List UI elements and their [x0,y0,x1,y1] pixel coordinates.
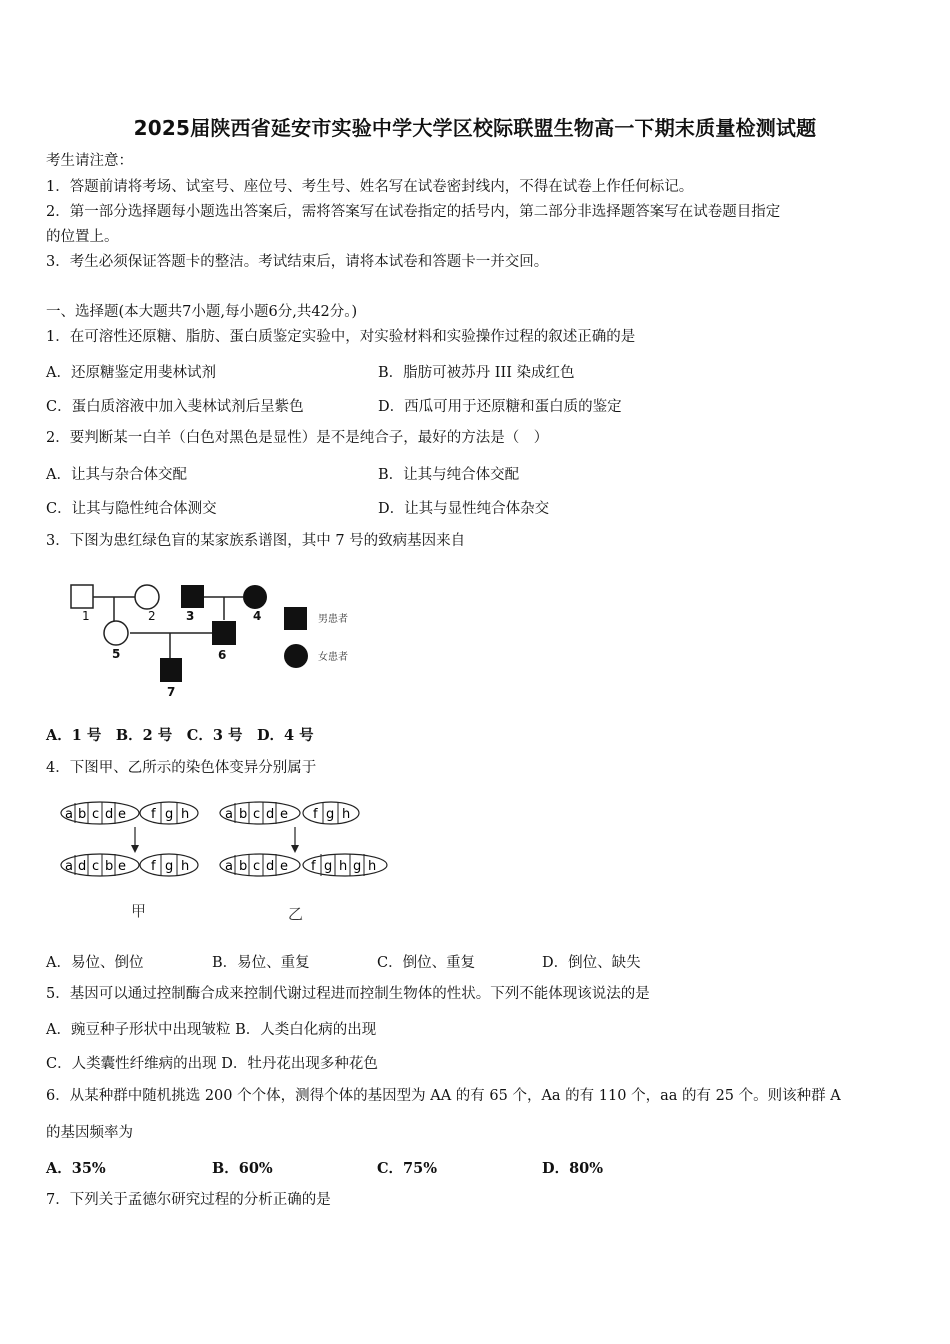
q6-option-d: D．80% [542,1160,604,1177]
q5-options-line-1: A．豌豆种子形状中出现皱粒 B．人类白化病的出现 [46,1022,377,1038]
gene-letter: c [253,807,261,822]
individual-7-male-affected [160,658,182,682]
gene-letter: g [353,859,362,874]
q2-option-d: D．让其与显性纯合体杂交 [378,501,550,517]
q2-option-a: A．让其与杂合体交配 [46,467,187,483]
q3-stem: 3．下图为患红绿色盲的某家族系谱图，其中 7 号的致病基因来自 [46,533,466,549]
q4-option-d: D．倒位、缺失 [542,955,641,971]
gene-letter: c [92,807,100,822]
q3-options: A．1 号 B．2 号 C．3 号 D．4 号 [46,727,314,744]
q6-stem-line-1: 6．从某种群中随机挑选 200 个个体，测得个体的基因型为 AA 的有 65 个，Aa 的有 110 个，aa 的有 25 个。则该种群 A [46,1088,841,1104]
q6-option-b: B．60% [212,1160,273,1177]
section-heading: 一、选择题(本大题共7小题,每小题6分,共42分。) [46,304,358,320]
gene-letter: d [105,807,114,822]
q2-option-c: C．让其与隐性纯合体测交 [46,501,217,517]
individual-4-female-affected [243,585,267,609]
gene-letter: d [266,807,275,822]
chromosome-jia-before [61,802,198,824]
chromosome-variation-figure [55,795,400,930]
q1-option-b: B．脂肪可被苏丹 III 染成红色 [378,365,575,381]
individual-6-male-affected [212,621,236,645]
gene-letter: g [324,859,333,874]
legend-female-affected-icon [284,644,308,668]
q1-stem: 1．在可溶性还原糖、脂肪、蛋白质鉴定实验中，对实验材料和实验操作过程的叙述正确的是 [46,329,636,345]
gene-letter: g [165,807,174,822]
gene-letter: h [339,859,348,874]
chromosome-yi-before [220,802,359,824]
individual-3-male-affected [181,585,204,608]
gene-letter: d [78,859,87,874]
q7-stem: 7．下列关于孟德尔研究过程的分析正确的是 [46,1192,331,1208]
q4-option-b: B．易位、重复 [212,955,310,971]
individual-2-female-normal [135,585,159,609]
individual-5-female-normal [104,621,128,645]
gene-letter: e [118,859,126,874]
gene-letter: a [225,859,233,874]
arrow-head-yi [291,845,299,853]
q5-stem: 5．基因可以通过控制酶合成来控制代谢过程进而控制生物体的性状。下列不能体现该说法的是 [46,986,650,1002]
gene-letter: a [65,859,73,874]
q2-option-b: B．让其与纯合体交配 [378,467,520,483]
notice-item-1: 1．答题前请将考场、试室号、座位号、考生号、姓名写在试卷密封线内，不得在试卷上作任何标记。 [46,179,694,195]
legend-male-affected-icon [284,607,307,630]
gene-letter: a [65,807,73,822]
label-yi: 乙 [288,905,304,923]
gene-letter: e [118,807,126,822]
q6-stem-line-2: 的基因频率为 [46,1125,133,1141]
gene-letter: e [280,807,288,822]
notice-item-2-cont: 的位置上。 [46,229,119,245]
arrow-head-jia [131,845,139,853]
gene-letter: g [326,807,335,822]
label-6: 6 [218,648,227,662]
q4-option-a: A．易位、倒位 [46,955,144,971]
label-1: 1 [82,609,90,623]
notice-item-3: 3．考生必须保证答题卡的整洁。考试结束后，请将本试卷和答题卡一并交回。 [46,254,549,270]
gene-letter: f [311,859,316,874]
q4-stem: 4．下图甲、乙所示的染色体变异分别属于 [46,760,317,776]
label-2: 2 [148,609,156,623]
page-title: 2025届陕西省延安市实验中学大学区校际联盟生物高一下期末质量检测试题 [133,116,817,140]
legend-female-label: 女患者 [318,652,348,663]
gene-letter: a [225,807,233,822]
gene-letter: d [266,859,275,874]
gene-letter: f [151,859,156,874]
label-7: 7 [167,685,176,699]
gene-letter: c [253,859,261,874]
gene-letter: f [313,807,318,822]
gene-letter: g [165,859,174,874]
legend-male-label: 男患者 [318,614,348,625]
gene-letter: c [92,859,100,874]
label-4: 4 [253,609,262,623]
gene-letter: b [105,859,114,874]
gene-letter: b [239,859,248,874]
chromosome-yi-after [220,854,387,876]
q1-option-a: A．还原糖鉴定用斐林试剂 [46,365,216,381]
q6-option-a: A．35% [46,1160,106,1177]
label-jia: 甲 [131,902,147,920]
gene-letter: h [181,859,190,874]
q6-option-c: C．75% [377,1160,437,1177]
gene-letter: b [239,807,248,822]
notice-item-2: 2．第一部分选择题每小题选出答案后，需将答案写在试卷指定的括号内，第二部分非选择题答案写在试卷题目指定 [46,204,781,220]
q1-option-d: D．西瓜可用于还原糖和蛋白质的鉴定 [378,399,622,415]
chromosome-jia-after [61,854,198,876]
q1-option-c: C．蛋白质溶液中加入斐林试剂后呈紫色 [46,399,304,415]
gene-letter: h [342,807,351,822]
gene-letter: b [78,807,87,822]
individual-1-male-normal [71,585,93,608]
pedigree-chart [60,572,380,702]
gene-letter: e [280,859,288,874]
label-5: 5 [112,647,121,661]
gene-letter: h [181,807,190,822]
label-3: 3 [186,609,195,623]
gene-letter: f [151,807,156,822]
q4-option-c: C．倒位、重复 [377,955,476,971]
q5-options-line-2: C．人类囊性纤维病的出现 D．牡丹花出现多种花色 [46,1056,378,1072]
gene-letter: h [368,859,377,874]
notice-heading: 考生请注意： [46,153,133,169]
q2-stem: 2．要判断某一白羊（白色对黑色是显性）是不是纯合子，最好的方法是（ ） [46,430,549,446]
